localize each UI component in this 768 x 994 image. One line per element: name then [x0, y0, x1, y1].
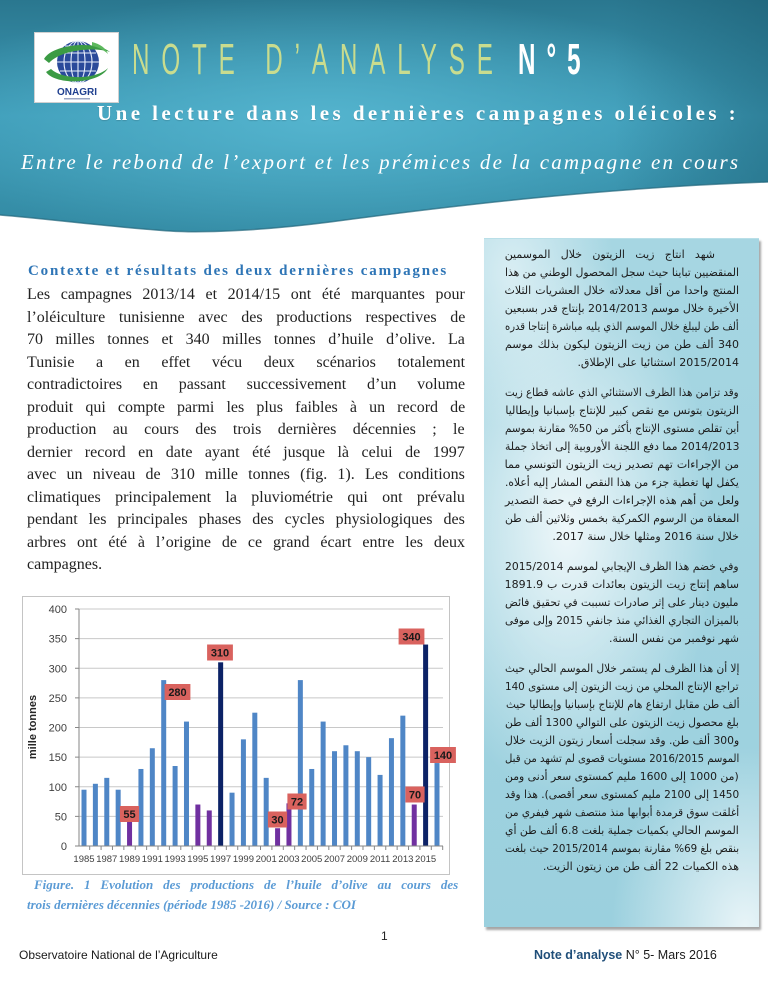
left-column-body [27, 284, 465, 577]
arabic-line-text: بنقص بلغ 69% مقارنة بموسم 2015/2014 حيث بلغت [504, 842, 739, 855]
note-title [132, 35, 505, 84]
x-tick-label: 2003 [278, 854, 300, 865]
arabic-line [505, 510, 739, 528]
arabic-line-text: تراجع الإنتاج المحلي من زيت الزيتون إلى مستوى 140 [505, 680, 739, 693]
arabic-line-text: أين تقلص مستوى الإنتاج بأكثر من 50% مقارنة بموسم [504, 422, 739, 435]
body-line-text: Tunisie a en effet vécu deux scénarios totalement [27, 353, 466, 371]
x-tick-label: 2005 [301, 854, 323, 865]
bar-1998 [230, 793, 235, 846]
logo-text: ONAGRI [57, 87, 97, 98]
arabic-line [505, 474, 739, 492]
arabic-line [505, 858, 739, 876]
page-number: 1 [381, 929, 388, 943]
page-tagline-text: Entre le rebond de l’export et les prémices de la campagne en cours [21, 150, 741, 174]
section-heading-text: Contexte et résultats des deux dernières campagnes [28, 263, 449, 279]
arabic-line [505, 384, 739, 402]
bar-2007 [332, 751, 337, 846]
data-label-1997 [207, 645, 233, 661]
y-tick-label: 0 [60, 841, 67, 853]
body-line [27, 487, 465, 510]
figure-caption [27, 875, 458, 915]
note-number [518, 35, 592, 84]
logo-subtext [64, 98, 90, 100]
arabic-line [505, 612, 739, 630]
x-tick-label: 1995 [187, 854, 209, 865]
bar-2009 [355, 751, 360, 846]
page-subtitle-text: Une lecture dans les dernières campagnes oléicoles : [97, 101, 740, 125]
footer-note-label: Note d’analyse [534, 948, 623, 962]
data-label-text: 340 [402, 631, 421, 644]
body-line-text: Les campagnes 2013/14 et 2014/15 ont été marquantes pour [27, 286, 465, 303]
body-line [27, 352, 465, 375]
bar-1995 [195, 805, 200, 846]
y-tick-label: 150 [48, 752, 67, 765]
arabic-line-text: وفي خضم هذا الظرف الإيجابي لموسم 2015/2014 [505, 560, 739, 573]
globe-icon [34, 32, 119, 103]
y-tick-label: 250 [48, 692, 67, 705]
data-label-text: 72 [290, 796, 304, 809]
body-line [27, 509, 465, 532]
caption-line-text: Figure. 1 Evolution des productions de l’huile d’olive au cours des [34, 877, 459, 892]
body-line [27, 397, 465, 420]
data-label-2002 [268, 812, 287, 828]
body-line-text: dernier record en date ayant été jusque là celui de 1997 [27, 443, 465, 461]
data-label-text: 140 [433, 750, 453, 762]
body-line [27, 307, 465, 330]
arabic-line [505, 660, 739, 678]
arabic-line [505, 402, 739, 420]
body-line [27, 532, 465, 555]
arabic-line-text: شهر نوفمبر من نفس السنة. [609, 632, 739, 645]
arabic-line [505, 630, 739, 648]
arabic-line-text: 2014/2013 مما دفع اللجنة الأوروبية إلى اتخاذ جملة [504, 440, 739, 453]
arabic-paragraph [505, 660, 739, 876]
x-tick-label: 2009 [346, 854, 368, 865]
x-tick-label: 1997 [210, 854, 232, 865]
arabic-line-text: ألف طن ليبلغ خلال الموسم الذي يليه مباشرة إنتاجا قدره [505, 320, 739, 333]
bar-1985 [82, 790, 87, 846]
arabic-line [505, 354, 739, 372]
arabic-line [505, 786, 739, 804]
data-label-text: 310 [210, 647, 230, 660]
body-line-text: contradictoires en passant successivement d’un volume [27, 376, 466, 393]
y-tick-label: 200 [48, 722, 67, 735]
arabic-line-text: المنتج واحدا من أقل معدلاته خلال العشريات الثلاث [504, 284, 739, 297]
arabic-line-text: بالميزان التجاري الغذائي منذ جانفي 2015 وإلى موفى [505, 614, 739, 627]
bar-1992 [161, 680, 166, 846]
x-tick-label: 2013 [392, 854, 414, 865]
bar-2000 [252, 713, 257, 846]
data-label-text: 30 [271, 814, 284, 827]
x-tick-label: 1985 [73, 854, 95, 865]
arabic-line-text: أغلقت سوق قرمدة أبوابها منذ منتصف شهر فيفري من [504, 806, 739, 819]
body-line [27, 554, 465, 577]
arabic-line-text: من الإجراءات تهم تصدير زيت الزيتون التونسي مما [504, 458, 739, 471]
bar-2012 [389, 738, 394, 846]
data-label-text: 70 [408, 789, 422, 802]
arabic-line [505, 804, 739, 822]
arabic-line [505, 678, 739, 696]
body-line-text: pendant les principales phases des cycles physiologiques des [27, 511, 465, 528]
arabic-line [505, 528, 739, 546]
arabic-line [505, 558, 739, 576]
bar-1997 [218, 662, 223, 846]
arabic-line [505, 840, 739, 858]
bar-1996 [207, 810, 212, 846]
x-tick-label: 2001 [255, 854, 277, 865]
body-line-text: 70 milles tonnes et 340 milles tonnes d’huile d’olive. La [27, 331, 465, 348]
caption-line [27, 875, 458, 895]
arabic-summary-box [484, 238, 759, 927]
arabic-line-text: وقد تزامن هذا الظرف الاستثنائي الذي عاشه قطاع زيت [505, 386, 739, 399]
note-number-text: N°5 [518, 35, 592, 84]
arabic-paragraph [505, 558, 739, 648]
body-line [27, 329, 465, 352]
bar-2003 [286, 803, 291, 846]
arabic-line-text: 1450 إلى 2100 مليم كمستوى سعر أقصى). هذا وقد [504, 788, 739, 801]
bar-1987 [104, 778, 109, 846]
arabic-line-text: هذه الكميات 22 ألف طن من زيتون الزيت. [542, 860, 739, 873]
arabic-line [505, 456, 739, 474]
page-subtitle [97, 101, 739, 125]
bar-2004 [298, 680, 303, 846]
arabic-line-text: المعفاة من الرسوم الكمركية بخمس وثلاثين ألف طن [504, 512, 739, 525]
arabic-line-text: إلا أن هذا الظرف لم يستمر خلال الموسم الحالي حيث [504, 662, 739, 675]
arabic-line [505, 318, 739, 336]
arabic-line [505, 822, 739, 840]
arabic-line-text: ساهم إنتاج زيت الزيتون بعائدات قدرت ب 1891.9 [504, 578, 739, 591]
body-line-text: avec un niveau de 310 mille tonnes (fig. 1). Les conditions [27, 466, 465, 483]
body-line-text: arbres ont été à l’origine de ce grand écart entre les deux [27, 533, 466, 551]
arabic-line-text: يكفل لها تغطية جزء من هذا النقص المشار إليه أعلاه. [505, 476, 739, 489]
arabic-line [505, 750, 739, 768]
data-label-2014 [405, 787, 424, 803]
bar-1986 [93, 784, 98, 846]
production-chart [22, 596, 452, 875]
arabic-line-text: بلغ محصول زيت الزيتون على التوالي 1300 ألف طن [505, 716, 739, 729]
arabic-line [505, 576, 739, 594]
bar-2015 [423, 645, 428, 846]
body-line-text: produit qui compte parmi les plus faibles à un record de [27, 398, 466, 416]
bar-1991 [150, 748, 155, 846]
body-line [27, 374, 465, 397]
arabic-line-text: (من 1000 إلى 1600 مليم كمستوى سعر أدنى ومن [505, 770, 739, 783]
x-tick-label: 1999 [232, 854, 254, 865]
bar-2008 [343, 745, 348, 846]
bar-2005 [309, 769, 314, 846]
page-tagline [21, 149, 740, 175]
arabic-line [505, 492, 739, 510]
arabic-line [505, 594, 739, 612]
data-label-2016 [430, 747, 456, 763]
arabic-line [505, 264, 739, 282]
arabic-line-text: 2015/2014 استثنائيا على الإطلاق. [577, 356, 739, 369]
body-line-text: production au cours des trois dernières décennies ; le [27, 421, 465, 438]
arabic-line [505, 246, 739, 264]
arabic-line [505, 696, 739, 714]
arabic-line-text: الموسم الحالي بكميات جملية بلغت 6.8 ألف طن أي [505, 824, 739, 837]
onagri-logo [34, 32, 119, 103]
x-tick-label: 2015 [415, 854, 437, 865]
arabic-line [505, 420, 739, 438]
body-line [27, 464, 465, 487]
bar-chart [22, 596, 452, 875]
data-label-2015 [399, 629, 425, 645]
bar-1993 [173, 766, 178, 846]
caption-line [27, 895, 458, 915]
y-tick-label: 300 [48, 663, 67, 676]
y-tick-label: 350 [48, 633, 67, 646]
arabic-line-text: 340 ألف طن من زيت الزيتون ليكون بذلك موسم [504, 338, 739, 351]
bar-2006 [321, 722, 326, 846]
arabic-line-text: الموسم 2016/2015 مستويات قصوى لم تشهد من قبل [504, 752, 739, 765]
body-line [27, 419, 465, 442]
x-tick-label: 2007 [323, 854, 346, 865]
bar-1990 [138, 769, 143, 846]
body-line-text: l’oléiculture tunisienne avec des productions respectives de [27, 308, 466, 326]
arabic-line-text: مليون دينار على إثر صادرات تسببت في تحقيق فائض [505, 596, 739, 609]
bar-2010 [366, 757, 371, 846]
x-tick-label: 1989 [118, 854, 141, 865]
body-line-text: climatiques principalement la pluviométrie qui ont prévalu [27, 488, 465, 506]
x-tick-label: 1993 [164, 854, 186, 865]
note-title-text: NOTE D’ANALYSE [132, 35, 505, 84]
arabic-line-text: شهد انتاج زيت الزيتون خلال الموسمين [504, 248, 715, 261]
bar-1994 [184, 722, 189, 846]
arabic-line [505, 714, 739, 732]
arabic-line [505, 336, 739, 354]
arabic-line [505, 768, 739, 786]
arabic-line [505, 732, 739, 750]
arabic-line-text: الزيتون بتونس مع نقص كبير للإنتاج بإسبانيا وإيطاليا [505, 404, 739, 417]
bar-2002 [275, 828, 280, 846]
y-tick-label: 50 [54, 811, 67, 824]
arabic-line-text: ألف طن مقابل ارتفاع هام للإنتاج بإسبانيا وإيطاليا حيث [505, 698, 739, 711]
bar-2011 [378, 775, 383, 846]
body-line [27, 442, 465, 465]
data-label-2003 [287, 794, 306, 810]
arabic-line [505, 282, 739, 300]
data-label-1992 [165, 684, 191, 700]
bar-2016 [435, 763, 440, 846]
section-heading [28, 261, 448, 281]
footer-note-date: N° 5- Mars 2016 [622, 948, 717, 962]
bar-2013 [400, 716, 405, 846]
data-label-text: 280 [168, 687, 187, 699]
footer-note-reference [534, 948, 717, 962]
data-label-text: 55 [123, 809, 136, 821]
arabic-line [505, 438, 739, 456]
bar-1999 [241, 739, 246, 846]
y-axis-title: mille tonnes [27, 694, 39, 760]
x-tick-label: 1987 [96, 854, 118, 865]
arabic-line-text: و300 ألف طن. وقد سجلت أسعار زيتون الزيت خلال [504, 734, 739, 747]
arabic-paragraph [505, 246, 739, 372]
arabic-line-text: الأخيرة خلال موسم 2014/2013 بإنتاج قدر بسبعين [504, 302, 739, 315]
body-line-text: campagnes. [27, 556, 103, 573]
arabic-line-text: خلال سنة 2016 ومثلها خلال سنة 2017. [552, 530, 739, 543]
arabic-line [505, 300, 739, 318]
y-tick-label: 400 [48, 604, 67, 616]
bar-2014 [412, 805, 417, 846]
arabic-line-text: ولعل من أهم هذه الإجراءات الرفع في حصة التصدير [504, 494, 739, 507]
x-tick-label: 1991 [141, 854, 163, 865]
arabic-paragraph [505, 384, 739, 546]
x-tick-label: 2011 [369, 854, 391, 865]
body-line [27, 284, 465, 307]
caption-line-text: trois dernières décennies (période 1985 -2016) / Source : COI [27, 897, 356, 912]
arabic-line-text: المنقضيين تباينا حيث سجل المحصول الوطني من هذا [504, 266, 739, 279]
y-tick-label: 100 [48, 781, 67, 794]
footer-organization: Observatoire National de l’Agriculture [19, 948, 218, 962]
data-label-1989 [120, 806, 139, 822]
